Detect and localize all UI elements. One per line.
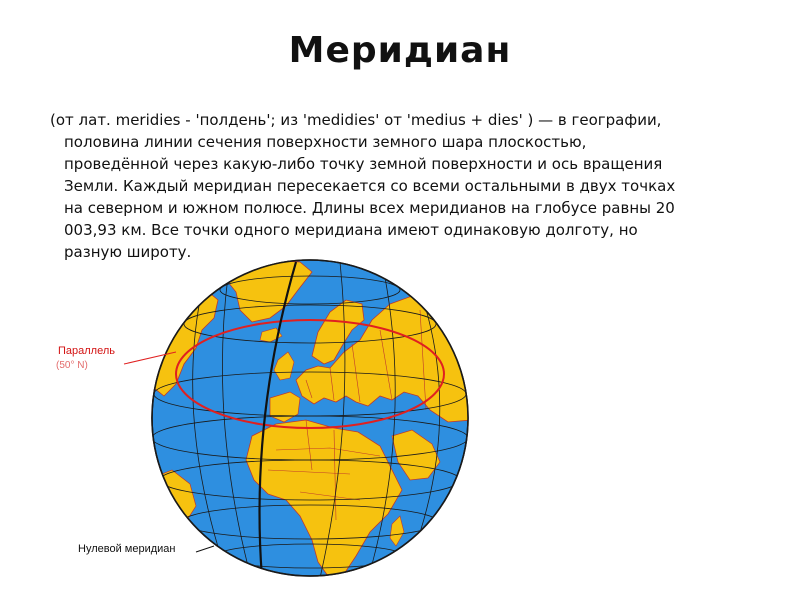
definition-line: Земли. Каждый меридиан пересекается со всеми остальными в двух точках xyxy=(64,177,676,195)
definition-line: 003,93 км. Все точки одного меридиана имеют одинаковую долготу, но xyxy=(64,221,638,239)
definition-line: разную широту. xyxy=(64,243,192,261)
definition-line: проведённой через какую-либо точку земной поверхности и ось вращения xyxy=(64,155,663,173)
definition-line: на северном и южном полюсе. Длины всех меридианов на глобусе равны 20 xyxy=(64,199,675,217)
parallel-latitude-label: (50° N) xyxy=(56,360,88,371)
definition-line: (от лат. meridies - 'полдень'; из 'medidies' от 'medius + dies' ) — в географии, xyxy=(50,111,662,129)
parallel-label: Параллель xyxy=(58,345,115,357)
definition-line: половина линии сечения поверхности земного шара плоскостью, xyxy=(64,133,587,151)
definition-text xyxy=(50,109,750,263)
prime-meridian-leader-line xyxy=(196,546,214,552)
prime-meridian-label: Нулевой меридиан xyxy=(78,543,176,555)
slide-title: Меридиан xyxy=(288,30,512,71)
